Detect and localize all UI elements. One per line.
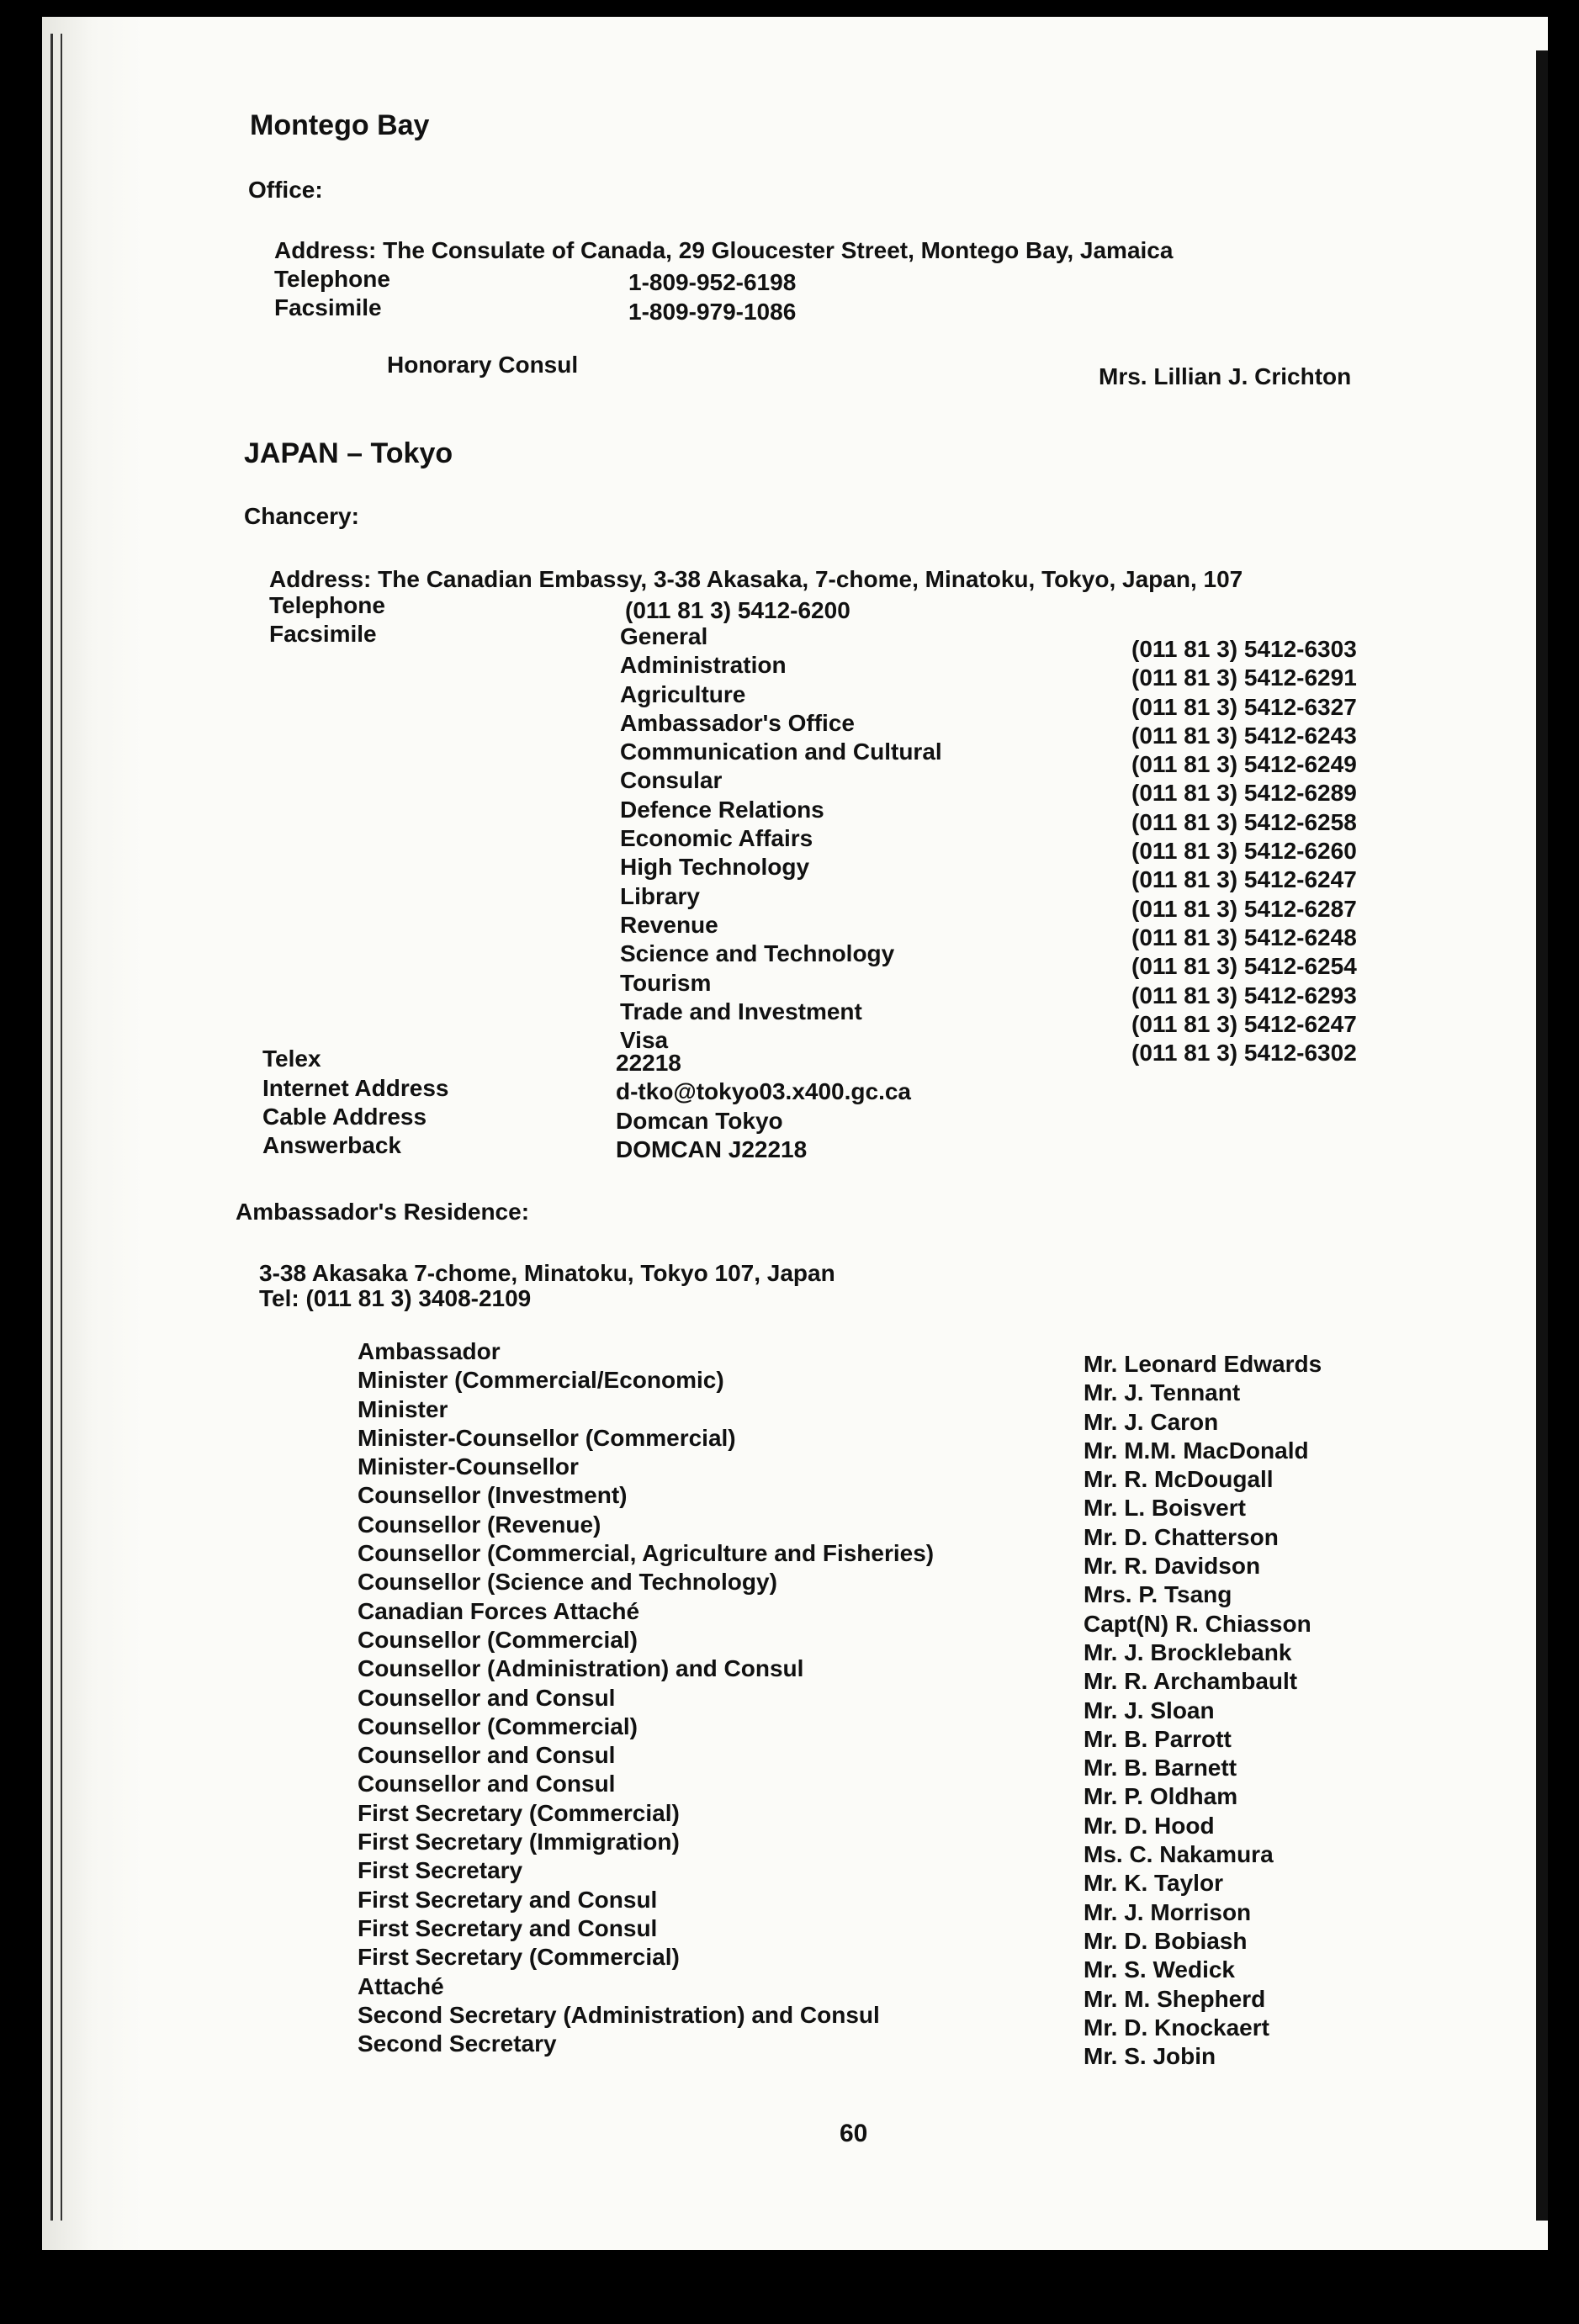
internet-address-label: Internet Address <box>262 1075 449 1101</box>
staff-title: First Secretary <box>358 1857 523 1884</box>
staff-title: Counsellor (Commercial, Agriculture and Fisheries) <box>358 1540 935 1567</box>
staff-name: Mr. J. Brocklebank <box>1084 1638 1292 1665</box>
fax-dept: Library <box>620 882 700 909</box>
staff-name: Mr. S. Wedick <box>1084 1956 1235 1983</box>
fax-number: (011 81 3) 5412-6260 <box>1131 838 1357 865</box>
staff-title: Second Secretary <box>358 2030 557 2057</box>
fax-dept: Trade and Investment <box>620 998 862 1024</box>
staff-title: Second Secretary (Administration) and Consul <box>358 2001 880 2028</box>
staff-title: Counsellor (Revenue) <box>358 1511 601 1538</box>
fax-number: (011 81 3) 5412-6258 <box>1131 808 1357 835</box>
staff-title: First Secretary and Consul <box>358 1914 658 1941</box>
staff-name: Ms. C. Nakamura <box>1084 1841 1274 1868</box>
fax-number: (011 81 3) 5412-6247 <box>1131 866 1357 893</box>
montego-telephone-label: Telephone <box>274 266 390 292</box>
staff-title: Counsellor and Consul <box>358 1771 616 1797</box>
fax-dept: Administration <box>620 652 787 679</box>
japan-heading: JAPAN – Tokyo <box>244 437 453 469</box>
staff-name: Mr. S. Jobin <box>1084 2043 1216 2070</box>
office-label: Office: <box>248 177 323 203</box>
fax-dept: Revenue <box>620 911 718 938</box>
page-number: 60 <box>840 2120 868 2147</box>
staff-name: Mr. Leonard Edwards <box>1084 1351 1322 1377</box>
staff-name: Capt(N) R. Chiasson <box>1084 1610 1311 1637</box>
staff-title: Minister-Counsellor <box>358 1453 579 1480</box>
fax-dept: Economic Affairs <box>620 825 813 852</box>
fax-number: (011 81 3) 5412-6254 <box>1131 953 1357 980</box>
staff-name: Mr. J. Sloan <box>1084 1697 1215 1723</box>
montego-facsimile-label: Facsimile <box>274 294 382 320</box>
fax-dept: High Technology <box>620 854 810 881</box>
fax-number: (011 81 3) 5412-6303 <box>1131 636 1357 662</box>
fax-dept: Consular <box>620 767 723 794</box>
staff-title: First Secretary (Commercial) <box>358 1944 680 1971</box>
staff-title: Counsellor (Administration) and Consul <box>358 1655 804 1682</box>
staff-name: Mr. B. Parrott <box>1084 1725 1232 1752</box>
fax-number: (011 81 3) 5412-6247 <box>1131 1010 1357 1037</box>
fax-dept: Visa <box>620 1027 669 1054</box>
staff-name: Mr. D. Bobiash <box>1084 1927 1248 1954</box>
staff-name: Mr. K. Taylor <box>1084 1870 1223 1897</box>
fax-number: (011 81 3) 5412-6287 <box>1131 895 1357 922</box>
chancery-facsimile-label: Facsimile <box>269 621 377 647</box>
telex-value: 22218 <box>616 1050 681 1076</box>
scanned-page <box>42 17 1548 2250</box>
fax-dept: Communication and Cultural <box>620 738 942 765</box>
chancery-telephone-label: Telephone <box>269 592 385 618</box>
staff-title: Counsellor and Consul <box>358 1684 616 1711</box>
staff-title: First Secretary (Commercial) <box>358 1799 680 1826</box>
chancery-telephone: (011 81 3) 5412-6200 <box>625 597 850 623</box>
answerback-label: Answerback <box>262 1132 401 1158</box>
chancery-address: Address: The Canadian Embassy, 3-38 Akasaka, 7-chome, Minatoku, Tokyo, Japan, 107 <box>269 566 1243 592</box>
montego-bay-heading: Montego Bay <box>250 109 430 141</box>
fax-number: (011 81 3) 5412-6327 <box>1131 693 1357 720</box>
fax-number: (011 81 3) 5412-6243 <box>1131 722 1357 749</box>
staff-title: Counsellor (Investment) <box>358 1482 628 1509</box>
fax-number-list <box>1131 635 1357 1067</box>
fax-dept: General <box>620 623 708 649</box>
fax-dept: Defence Relations <box>620 796 824 823</box>
staff-name: Mr. L. Boisvert <box>1084 1495 1246 1522</box>
residence-telephone: Tel: (011 81 3) 3408-2109 <box>259 1285 532 1311</box>
fax-number: (011 81 3) 5412-6249 <box>1131 751 1357 778</box>
staff-title: Ambassador <box>358 1338 501 1364</box>
fax-dept: Agriculture <box>620 680 746 707</box>
staff-title: First Secretary (Immigration) <box>358 1829 680 1855</box>
staff-name-list <box>1084 1350 1322 2071</box>
chancery-label: Chancery: <box>244 503 359 529</box>
answerback-value: DOMCAN J22218 <box>616 1136 808 1162</box>
staff-name: Mr. J. Morrison <box>1084 1898 1252 1925</box>
telex-label: Telex <box>262 1046 321 1072</box>
fax-dept: Ambassador's Office <box>620 709 855 736</box>
fax-department-list <box>620 622 942 1055</box>
fax-number: (011 81 3) 5412-6293 <box>1131 982 1357 1008</box>
fax-dept: Science and Technology <box>620 940 895 967</box>
staff-title: Minister <box>358 1395 448 1422</box>
staff-title: Canadian Forces Attaché <box>358 1597 640 1624</box>
staff-title: Counsellor (Science and Technology) <box>358 1569 777 1596</box>
honorary-consul-name: Mrs. Lillian J. Crichton <box>1099 363 1352 389</box>
montego-facsimile: 1-809-979-1086 <box>628 299 797 325</box>
staff-name: Mr. R. Davidson <box>1084 1553 1261 1580</box>
staff-name: Mr. D. Chatterson <box>1084 1523 1279 1550</box>
staff-title: Counsellor (Commercial) <box>358 1626 638 1653</box>
staff-title: Attaché <box>358 1972 444 1999</box>
fax-number: (011 81 3) 5412-6302 <box>1131 1040 1357 1067</box>
fax-number: (011 81 3) 5412-6248 <box>1131 924 1357 950</box>
staff-title: Minister (Commercial/Economic) <box>358 1367 724 1394</box>
residence-label: Ambassador's Residence: <box>236 1199 530 1225</box>
staff-title: First Secretary and Consul <box>358 1886 658 1913</box>
staff-title: Counsellor (Commercial) <box>358 1713 638 1739</box>
internet-address-value: d-tko@tokyo03.x400.gc.ca <box>616 1078 911 1104</box>
staff-name: Mr. M.M. MacDonald <box>1084 1437 1309 1464</box>
staff-name: Mr. J. Caron <box>1084 1408 1219 1435</box>
residence-address: 3-38 Akasaka 7-chome, Minatoku, Tokyo 107, Japan <box>259 1260 835 1286</box>
staff-name: Mr. B. Barnett <box>1084 1755 1237 1781</box>
staff-name: Mr. P. Oldham <box>1084 1783 1238 1810</box>
staff-name: Mr. R. McDougall <box>1084 1466 1274 1493</box>
staff-name: Mr. M. Shepherd <box>1084 1985 1266 2012</box>
staff-title: Minister-Counsellor (Commercial) <box>358 1424 736 1451</box>
staff-name: Mr. R. Archambault <box>1084 1668 1298 1695</box>
staff-name: Mr. D. Hood <box>1084 1812 1215 1839</box>
staff-title: Counsellor and Consul <box>358 1742 616 1769</box>
directory-content <box>42 17 1548 2250</box>
fax-dept: Tourism <box>620 969 712 996</box>
honorary-consul-title: Honorary Consul <box>387 352 579 378</box>
staff-title-list <box>358 1337 934 2058</box>
montego-address: Address: The Consulate of Canada, 29 Gloucester Street, Montego Bay, Jamaica <box>274 237 1174 263</box>
staff-name: Mrs. P. Tsang <box>1084 1581 1232 1608</box>
cable-address-label: Cable Address <box>262 1104 427 1130</box>
montego-telephone: 1-809-952-6198 <box>628 269 797 295</box>
fax-number: (011 81 3) 5412-6289 <box>1131 780 1357 807</box>
staff-name: Mr. J. Tennant <box>1084 1379 1241 1406</box>
fax-number: (011 81 3) 5412-6291 <box>1131 664 1357 691</box>
staff-name: Mr. D. Knockaert <box>1084 2014 1269 2041</box>
cable-address-value: Domcan Tokyo <box>616 1108 783 1134</box>
